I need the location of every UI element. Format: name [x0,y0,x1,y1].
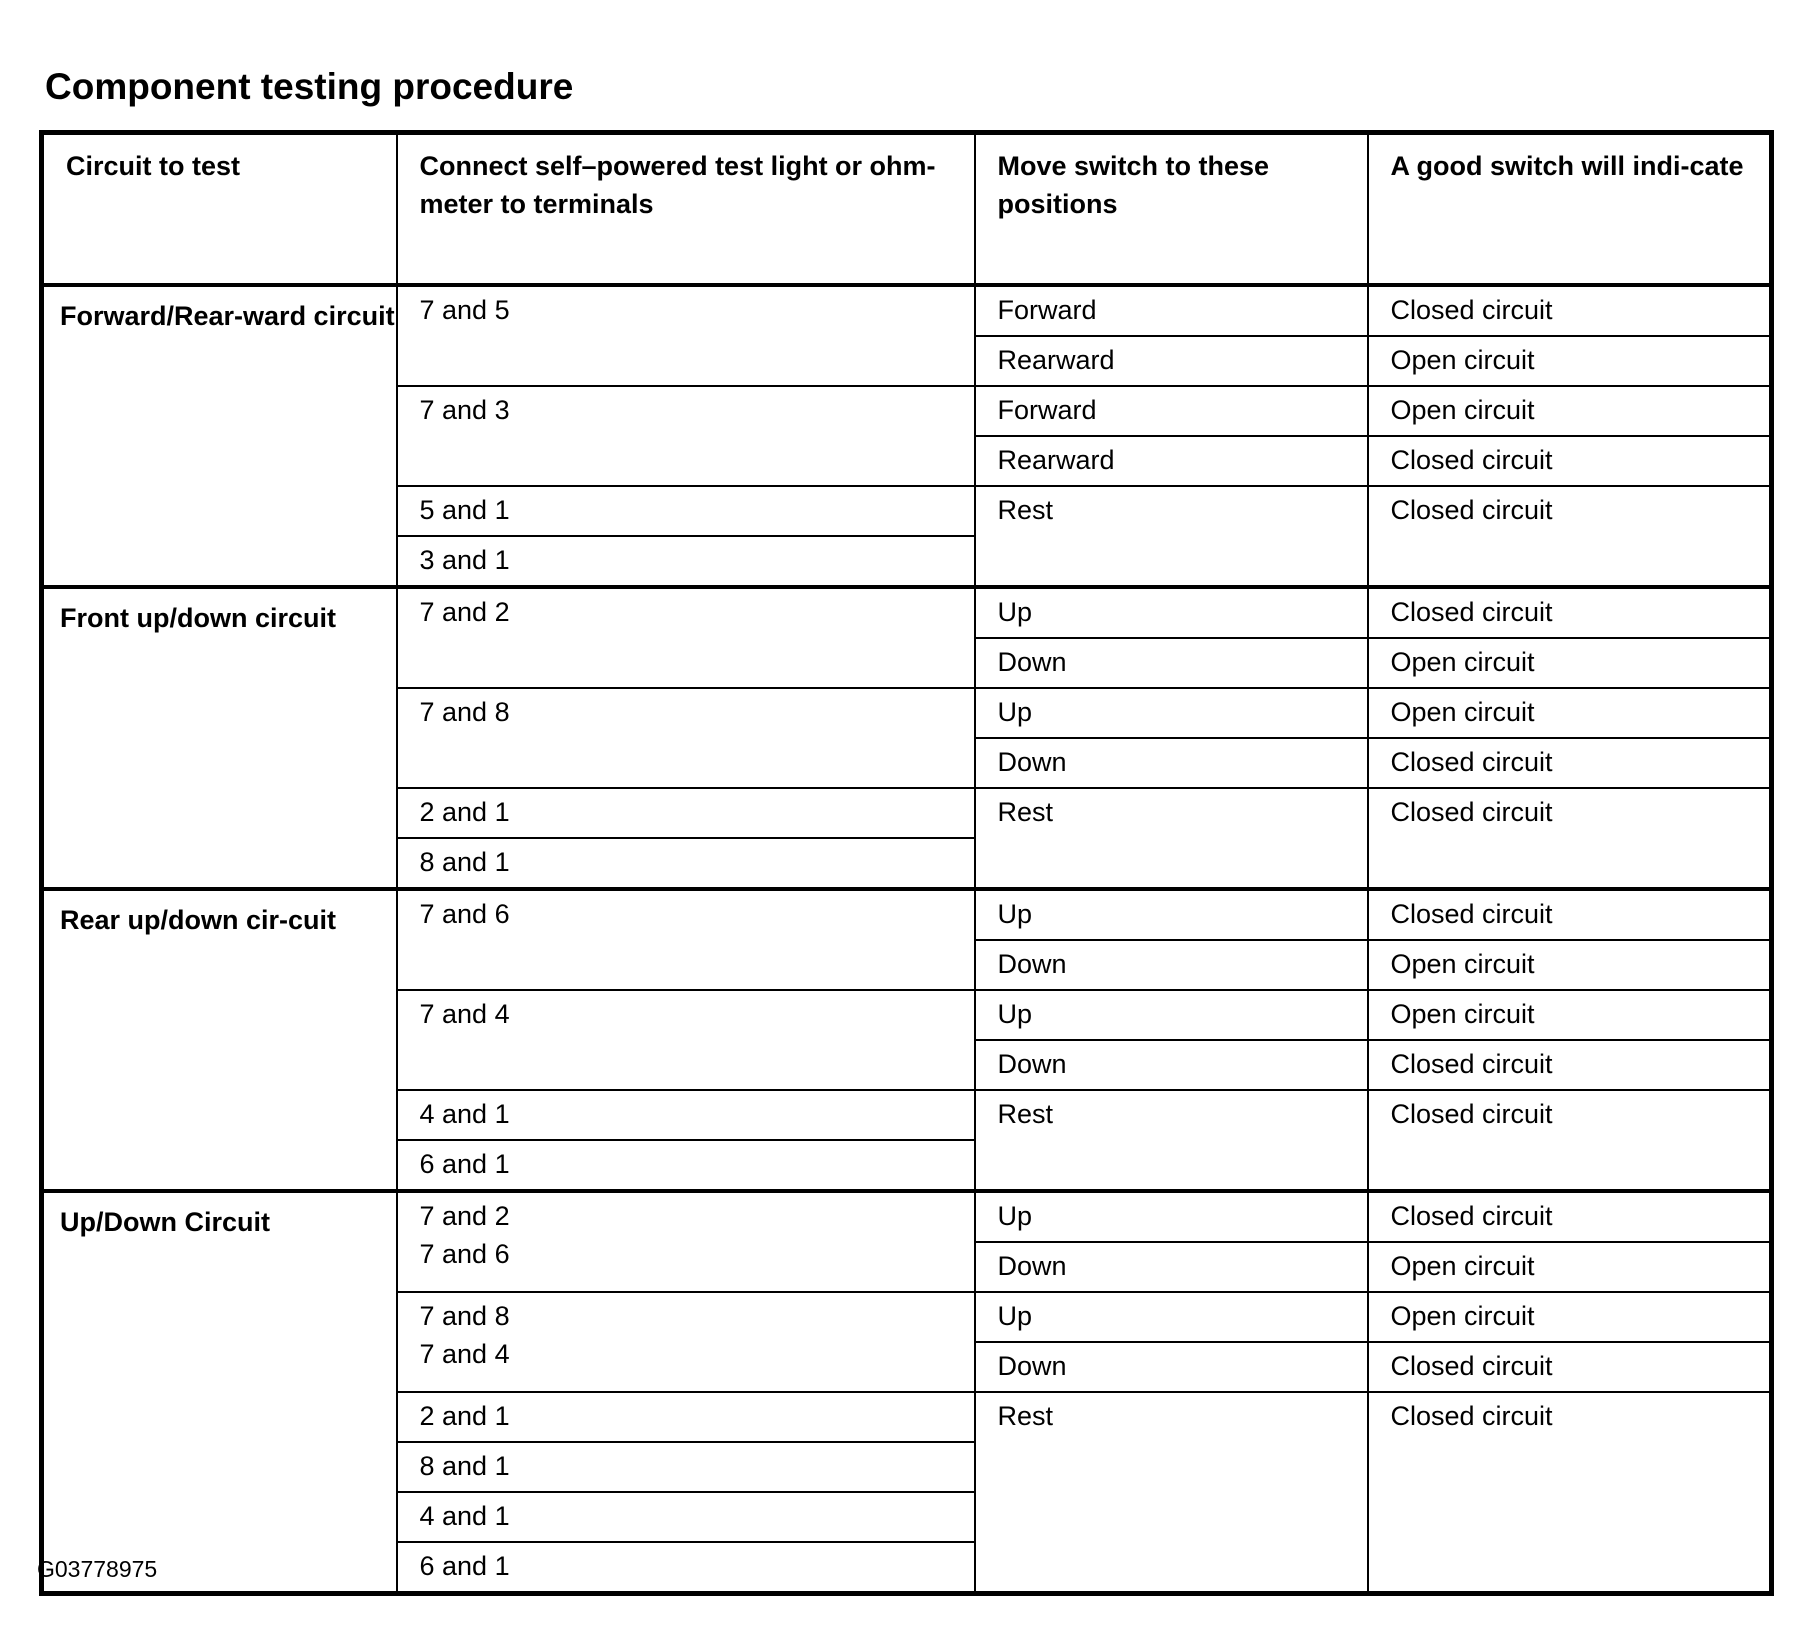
header-switch-positions: Move switch to these positions [975,133,1368,286]
switch-position: Up [975,688,1368,738]
header-terminals: Connect self–powered test light or ohm-meter to terminals [397,133,975,286]
terminal-pair: 7 and 3 [397,386,975,486]
figure-id: G03778975 [37,1556,158,1582]
switch-position: Rearward [975,436,1368,486]
switch-position: Rearward [975,336,1368,386]
terminal-pair: 4 and 1 [397,1492,975,1542]
terminal-pair: 7 and 2 7 and 6 [397,1191,975,1292]
terminal-pair: 6 and 1 [397,1542,975,1594]
switch-position: Up [975,1191,1368,1242]
switch-position: Up [975,990,1368,1040]
switch-position: Down [975,1342,1368,1392]
terminal-pair: 7 and 6 [397,889,975,990]
switch-position: Down [975,940,1368,990]
switch-position: Rest [975,788,1368,889]
switch-position: Rest [975,1392,1368,1594]
switch-position: Up [975,587,1368,638]
table-row [42,587,1772,638]
component-testing-table [39,130,1774,1596]
terminal-pair: 7 and 2 [397,587,975,688]
expected-result: Closed circuit [1368,1342,1772,1392]
circuit-name: Up/Down Circuit [42,1191,397,1594]
switch-position: Forward [975,386,1368,436]
expected-result: Closed circuit [1368,1090,1772,1191]
circuit-name: Rear up/down cir-cuit [42,889,397,1191]
header-circuit-to-test: Circuit to test [42,133,397,286]
switch-position: Down [975,638,1368,688]
circuit-name: Front up/down circuit [42,587,397,889]
header-good-switch-result: A good switch will indi-cate [1368,133,1772,286]
expected-result: Open circuit [1368,990,1772,1040]
terminal-pair: 2 and 1 [397,1392,975,1442]
page-title: Component testing procedure [45,66,574,107]
expected-result: Closed circuit [1368,1392,1772,1594]
expected-result: Open circuit [1368,638,1772,688]
table-row [42,285,1772,336]
switch-position: Up [975,889,1368,940]
expected-result: Open circuit [1368,336,1772,386]
expected-result: Closed circuit [1368,587,1772,638]
switch-position: Down [975,738,1368,788]
table-row [42,889,1772,940]
expected-result: Closed circuit [1368,436,1772,486]
expected-result: Closed circuit [1368,738,1772,788]
switch-position: Forward [975,285,1368,336]
terminal-pair: 7 and 4 [397,990,975,1090]
terminal-pair: 2 and 1 [397,788,975,838]
expected-result: Closed circuit [1368,1191,1772,1242]
terminal-pair: 8 and 1 [397,1442,975,1492]
terminal-pair: 7 and 8 [397,688,975,788]
expected-result: Open circuit [1368,940,1772,990]
terminal-pair: 7 and 5 [397,285,975,386]
switch-position: Rest [975,486,1368,587]
expected-result: Open circuit [1368,1242,1772,1292]
expected-result: Closed circuit [1368,285,1772,336]
switch-position: Down [975,1040,1368,1090]
expected-result: Closed circuit [1368,889,1772,940]
expected-result: Open circuit [1368,688,1772,738]
circuit-name: Forward/Rear-ward circuit [42,285,397,587]
expected-result: Open circuit [1368,386,1772,436]
expected-result: Closed circuit [1368,486,1772,587]
terminal-pair: 4 and 1 [397,1090,975,1140]
terminal-pair: 7 and 8 7 and 4 [397,1292,975,1392]
terminal-pair: 5 and 1 [397,486,975,536]
terminal-pair: 8 and 1 [397,838,975,889]
table-row [42,1191,1772,1242]
expected-result: Open circuit [1368,1292,1772,1342]
switch-position: Down [975,1242,1368,1292]
expected-result: Closed circuit [1368,1040,1772,1090]
switch-position: Rest [975,1090,1368,1191]
terminal-pair: 3 and 1 [397,536,975,587]
terminal-pair: 6 and 1 [397,1140,975,1191]
switch-position: Up [975,1292,1368,1342]
expected-result: Closed circuit [1368,788,1772,889]
